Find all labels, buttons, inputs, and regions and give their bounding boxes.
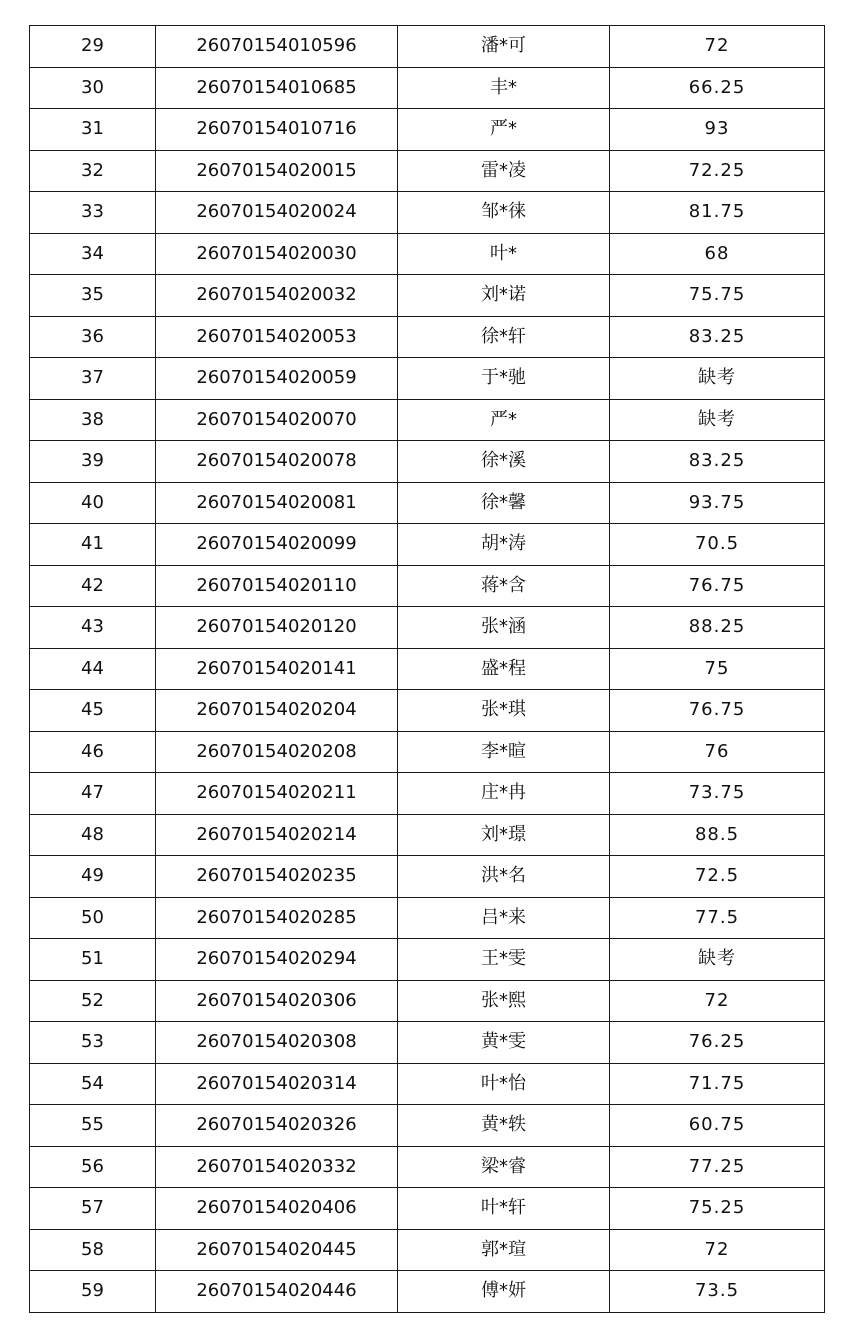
cell-candidate-id: 26070154020308 (156, 1022, 398, 1064)
cell-seq-no: 31 (30, 109, 156, 151)
table-row (30, 690, 825, 732)
cell-seq-no: 41 (30, 524, 156, 566)
cell-candidate-id: 26070154010685 (156, 67, 398, 109)
table-row (30, 1188, 825, 1230)
cell-candidate-id: 26070154020211 (156, 773, 398, 815)
cell-seq-no: 43 (30, 607, 156, 649)
cell-score: 75.75 (610, 275, 825, 317)
cell-score: 81.75 (610, 192, 825, 234)
cell-name: 叶*怡 (398, 1063, 610, 1105)
cell-seq-no: 29 (30, 26, 156, 68)
cell-seq-no: 55 (30, 1105, 156, 1147)
cell-seq-no: 52 (30, 980, 156, 1022)
cell-candidate-id: 26070154020306 (156, 980, 398, 1022)
cell-seq-no: 48 (30, 814, 156, 856)
cell-name: 徐*轩 (398, 316, 610, 358)
cell-candidate-id: 26070154020332 (156, 1146, 398, 1188)
cell-score: 73.75 (610, 773, 825, 815)
cell-name: 黄*轶 (398, 1105, 610, 1147)
cell-name: 张*熙 (398, 980, 610, 1022)
cell-seq-no: 56 (30, 1146, 156, 1188)
cell-name: 徐*馨 (398, 482, 610, 524)
cell-score: 77.5 (610, 897, 825, 939)
cell-seq-no: 59 (30, 1271, 156, 1313)
cell-candidate-id: 26070154020285 (156, 897, 398, 939)
cell-name: 胡*涛 (398, 524, 610, 566)
cell-score: 93.75 (610, 482, 825, 524)
table-row (30, 1229, 825, 1271)
cell-name: 徐*溪 (398, 441, 610, 483)
cell-name: 庄*冉 (398, 773, 610, 815)
table-row (30, 814, 825, 856)
table-row (30, 1146, 825, 1188)
cell-score: 71.75 (610, 1063, 825, 1105)
table-row (30, 1022, 825, 1064)
cell-score: 72 (610, 26, 825, 68)
table-row (30, 648, 825, 690)
table-row (30, 607, 825, 649)
cell-name: 刘*璟 (398, 814, 610, 856)
table-row (30, 150, 825, 192)
cell-candidate-id: 26070154020446 (156, 1271, 398, 1313)
table-row (30, 565, 825, 607)
cell-score: 83.25 (610, 316, 825, 358)
cell-candidate-id: 26070154020141 (156, 648, 398, 690)
table-row (30, 26, 825, 68)
cell-score: 75 (610, 648, 825, 690)
cell-score: 缺考 (610, 939, 825, 981)
table-row (30, 109, 825, 151)
cell-seq-no: 44 (30, 648, 156, 690)
cell-score: 缺考 (610, 358, 825, 400)
cell-name: 刘*诺 (398, 275, 610, 317)
cell-name: 严* (398, 109, 610, 151)
cell-candidate-id: 26070154010716 (156, 109, 398, 151)
cell-name: 严* (398, 399, 610, 441)
cell-seq-no: 57 (30, 1188, 156, 1230)
cell-candidate-id: 26070154020015 (156, 150, 398, 192)
cell-seq-no: 46 (30, 731, 156, 773)
table-row (30, 233, 825, 275)
table-row (30, 939, 825, 981)
cell-candidate-id: 26070154010596 (156, 26, 398, 68)
cell-score: 76.25 (610, 1022, 825, 1064)
table-row (30, 67, 825, 109)
table-row (30, 441, 825, 483)
cell-seq-no: 32 (30, 150, 156, 192)
cell-name: 叶*轩 (398, 1188, 610, 1230)
cell-seq-no: 35 (30, 275, 156, 317)
cell-score: 88.25 (610, 607, 825, 649)
cell-candidate-id: 26070154020099 (156, 524, 398, 566)
table-row (30, 773, 825, 815)
cell-name: 叶* (398, 233, 610, 275)
cell-candidate-id: 26070154020078 (156, 441, 398, 483)
cell-candidate-id: 26070154020235 (156, 856, 398, 898)
cell-candidate-id: 26070154020081 (156, 482, 398, 524)
cell-name: 蒋*含 (398, 565, 610, 607)
cell-score: 75.25 (610, 1188, 825, 1230)
cell-score: 66.25 (610, 67, 825, 109)
cell-candidate-id: 26070154020120 (156, 607, 398, 649)
cell-candidate-id: 26070154020214 (156, 814, 398, 856)
cell-seq-no: 36 (30, 316, 156, 358)
cell-name: 黄*雯 (398, 1022, 610, 1064)
table-row (30, 731, 825, 773)
table-body (30, 26, 825, 1313)
cell-score: 76.75 (610, 690, 825, 732)
cell-name: 丰* (398, 67, 610, 109)
table-row (30, 1271, 825, 1313)
cell-candidate-id: 26070154020294 (156, 939, 398, 981)
cell-seq-no: 58 (30, 1229, 156, 1271)
cell-name: 吕*来 (398, 897, 610, 939)
cell-seq-no: 42 (30, 565, 156, 607)
cell-score: 72.5 (610, 856, 825, 898)
cell-candidate-id: 26070154020024 (156, 192, 398, 234)
cell-score: 76.75 (610, 565, 825, 607)
table-row (30, 275, 825, 317)
cell-name: 傅*妍 (398, 1271, 610, 1313)
table-row (30, 192, 825, 234)
cell-seq-no: 50 (30, 897, 156, 939)
cell-score: 72 (610, 1229, 825, 1271)
cell-score: 83.25 (610, 441, 825, 483)
cell-score: 缺考 (610, 399, 825, 441)
cell-candidate-id: 26070154020059 (156, 358, 398, 400)
cell-score: 60.75 (610, 1105, 825, 1147)
cell-name: 洪*名 (398, 856, 610, 898)
cell-score: 76 (610, 731, 825, 773)
cell-seq-no: 54 (30, 1063, 156, 1105)
cell-seq-no: 51 (30, 939, 156, 981)
cell-name: 邹*徕 (398, 192, 610, 234)
cell-name: 张*琪 (398, 690, 610, 732)
cell-candidate-id: 26070154020110 (156, 565, 398, 607)
table-row (30, 856, 825, 898)
cell-candidate-id: 26070154020326 (156, 1105, 398, 1147)
cell-name: 潘*可 (398, 26, 610, 68)
table-row (30, 524, 825, 566)
cell-candidate-id: 26070154020030 (156, 233, 398, 275)
table-row (30, 316, 825, 358)
table-row (30, 358, 825, 400)
cell-candidate-id: 26070154020208 (156, 731, 398, 773)
cell-score: 72.25 (610, 150, 825, 192)
cell-seq-no: 38 (30, 399, 156, 441)
cell-seq-no: 40 (30, 482, 156, 524)
table-row (30, 1063, 825, 1105)
cell-seq-no: 37 (30, 358, 156, 400)
cell-score: 70.5 (610, 524, 825, 566)
table-row (30, 1105, 825, 1147)
cell-candidate-id: 26070154020032 (156, 275, 398, 317)
cell-score: 73.5 (610, 1271, 825, 1313)
table-row (30, 897, 825, 939)
table-row (30, 399, 825, 441)
cell-candidate-id: 26070154020406 (156, 1188, 398, 1230)
cell-seq-no: 47 (30, 773, 156, 815)
cell-seq-no: 34 (30, 233, 156, 275)
cell-name: 李*暄 (398, 731, 610, 773)
cell-name: 张*涵 (398, 607, 610, 649)
cell-name: 盛*程 (398, 648, 610, 690)
cell-name: 于*驰 (398, 358, 610, 400)
cell-seq-no: 33 (30, 192, 156, 234)
cell-seq-no: 53 (30, 1022, 156, 1064)
cell-candidate-id: 26070154020314 (156, 1063, 398, 1105)
cell-candidate-id: 26070154020445 (156, 1229, 398, 1271)
cell-seq-no: 45 (30, 690, 156, 732)
cell-seq-no: 49 (30, 856, 156, 898)
cell-name: 雷*凌 (398, 150, 610, 192)
score-table (29, 25, 825, 1313)
cell-candidate-id: 26070154020070 (156, 399, 398, 441)
cell-score: 77.25 (610, 1146, 825, 1188)
cell-score: 72 (610, 980, 825, 1022)
table-row (30, 980, 825, 1022)
cell-seq-no: 30 (30, 67, 156, 109)
cell-score: 88.5 (610, 814, 825, 856)
cell-name: 梁*睿 (398, 1146, 610, 1188)
cell-score: 68 (610, 233, 825, 275)
cell-score: 93 (610, 109, 825, 151)
cell-name: 郭*瑄 (398, 1229, 610, 1271)
cell-candidate-id: 26070154020204 (156, 690, 398, 732)
cell-seq-no: 39 (30, 441, 156, 483)
cell-candidate-id: 26070154020053 (156, 316, 398, 358)
table-row (30, 482, 825, 524)
cell-name: 王*雯 (398, 939, 610, 981)
